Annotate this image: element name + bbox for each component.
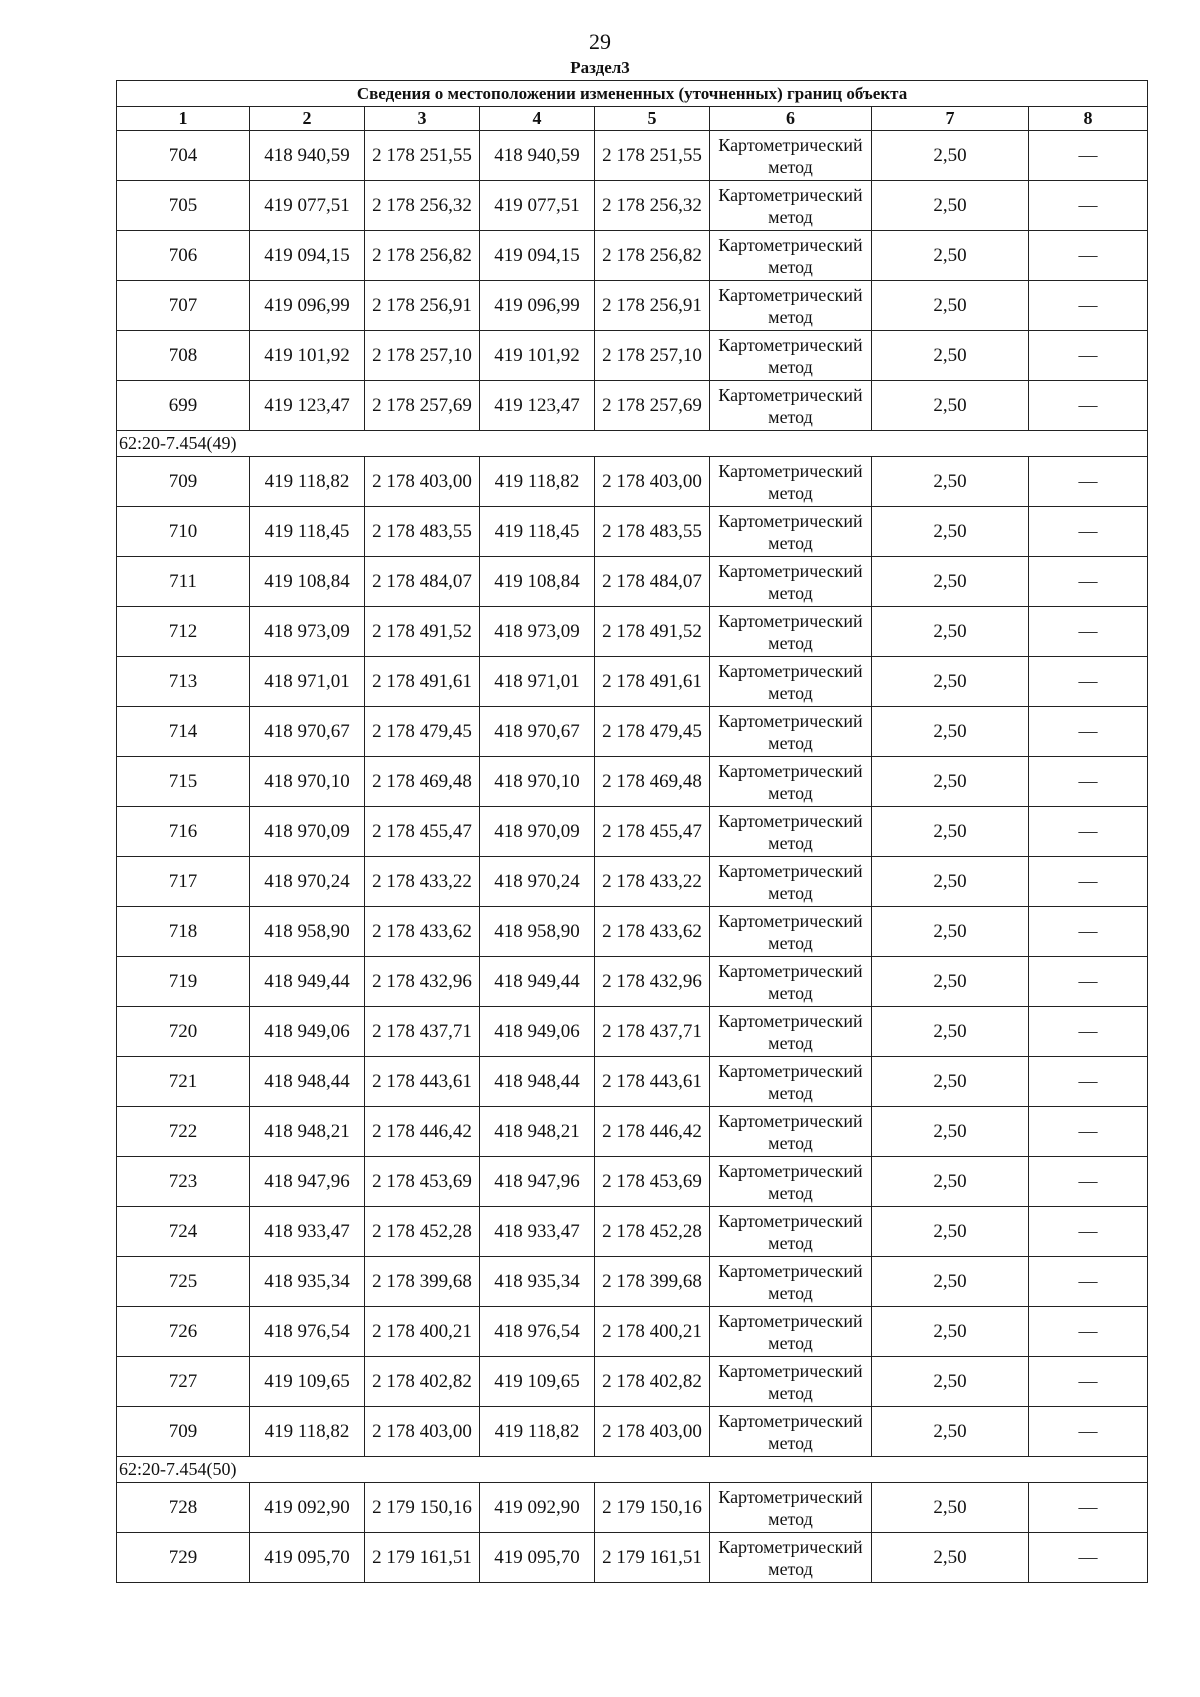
x-existing-cell: 419 095,70 bbox=[250, 1533, 365, 1583]
y-refined-cell: 2 178 491,61 bbox=[595, 657, 710, 707]
accuracy-cell: 2,50 bbox=[872, 1257, 1029, 1307]
point-number-cell: 709 bbox=[117, 457, 250, 507]
accuracy-cell: 2,50 bbox=[872, 757, 1029, 807]
accuracy-cell: 2,50 bbox=[872, 231, 1029, 281]
table-row bbox=[117, 757, 1148, 807]
table-caption: Сведения о местоположении измененных (уточненных) границ объекта bbox=[117, 81, 1148, 107]
y-existing-cell: 2 178 443,61 bbox=[365, 1057, 480, 1107]
y-refined-cell: 2 178 455,47 bbox=[595, 807, 710, 857]
description-cell: — bbox=[1029, 1057, 1148, 1107]
y-refined-cell: 2 178 469,48 bbox=[595, 757, 710, 807]
x-refined-cell: 419 101,92 bbox=[480, 331, 595, 381]
method-cell: Картометрический метод bbox=[710, 181, 872, 231]
x-refined-cell: 418 948,21 bbox=[480, 1107, 595, 1157]
method-cell: Картометрический метод bbox=[710, 1533, 872, 1583]
x-refined-cell: 418 935,34 bbox=[480, 1257, 595, 1307]
description-cell: — bbox=[1029, 181, 1148, 231]
y-existing-cell: 2 178 469,48 bbox=[365, 757, 480, 807]
y-existing-cell: 2 178 452,28 bbox=[365, 1207, 480, 1257]
x-existing-cell: 418 947,96 bbox=[250, 1157, 365, 1207]
table-row bbox=[117, 1057, 1148, 1107]
contour-label: 62:20-7.454(49) bbox=[117, 431, 1148, 457]
boundary-coordinates-table bbox=[116, 80, 1148, 1583]
y-refined-cell: 2 178 483,55 bbox=[595, 507, 710, 557]
table-row bbox=[117, 707, 1148, 757]
x-existing-cell: 418 948,44 bbox=[250, 1057, 365, 1107]
table-caption-row bbox=[117, 81, 1148, 107]
x-existing-cell: 419 118,82 bbox=[250, 1407, 365, 1457]
method-cell: Картометрический метод bbox=[710, 707, 872, 757]
y-refined-cell: 2 178 491,52 bbox=[595, 607, 710, 657]
x-refined-cell: 418 947,96 bbox=[480, 1157, 595, 1207]
description-cell: — bbox=[1029, 1107, 1148, 1157]
y-existing-cell: 2 178 399,68 bbox=[365, 1257, 480, 1307]
x-refined-cell: 419 109,65 bbox=[480, 1357, 595, 1407]
x-refined-cell: 418 970,09 bbox=[480, 807, 595, 857]
y-existing-cell: 2 179 161,51 bbox=[365, 1533, 480, 1583]
x-refined-cell: 419 118,45 bbox=[480, 507, 595, 557]
description-cell: — bbox=[1029, 957, 1148, 1007]
x-existing-cell: 419 092,90 bbox=[250, 1483, 365, 1533]
description-cell: — bbox=[1029, 807, 1148, 857]
y-existing-cell: 2 178 483,55 bbox=[365, 507, 480, 557]
point-number-cell: 715 bbox=[117, 757, 250, 807]
method-cell: Картометрический метод bbox=[710, 857, 872, 907]
y-refined-cell: 2 178 402,82 bbox=[595, 1357, 710, 1407]
table-row bbox=[117, 181, 1148, 231]
point-number-cell: 705 bbox=[117, 181, 250, 231]
accuracy-cell: 2,50 bbox=[872, 607, 1029, 657]
table-row bbox=[117, 1257, 1148, 1307]
x-existing-cell: 419 108,84 bbox=[250, 557, 365, 607]
description-cell: — bbox=[1029, 507, 1148, 557]
y-refined-cell: 2 178 257,10 bbox=[595, 331, 710, 381]
y-existing-cell: 2 178 491,52 bbox=[365, 607, 480, 657]
y-existing-cell: 2 178 403,00 bbox=[365, 1407, 480, 1457]
column-number: 1 bbox=[117, 107, 250, 131]
point-number-cell: 723 bbox=[117, 1157, 250, 1207]
x-refined-cell: 418 949,44 bbox=[480, 957, 595, 1007]
point-number-cell: 707 bbox=[117, 281, 250, 331]
accuracy-cell: 2,50 bbox=[872, 907, 1029, 957]
x-refined-cell: 419 094,15 bbox=[480, 231, 595, 281]
table-row bbox=[117, 281, 1148, 331]
method-cell: Картометрический метод bbox=[710, 231, 872, 281]
description-cell: — bbox=[1029, 907, 1148, 957]
method-cell: Картометрический метод bbox=[710, 807, 872, 857]
x-refined-cell: 418 970,24 bbox=[480, 857, 595, 907]
y-existing-cell: 2 178 491,61 bbox=[365, 657, 480, 707]
accuracy-cell: 2,50 bbox=[872, 857, 1029, 907]
y-refined-cell: 2 178 256,91 bbox=[595, 281, 710, 331]
method-cell: Картометрический метод bbox=[710, 281, 872, 331]
accuracy-cell: 2,50 bbox=[872, 457, 1029, 507]
point-number-cell: 721 bbox=[117, 1057, 250, 1107]
y-refined-cell: 2 178 484,07 bbox=[595, 557, 710, 607]
method-cell: Картометрический метод bbox=[710, 907, 872, 957]
y-refined-cell: 2 178 433,22 bbox=[595, 857, 710, 907]
x-refined-cell: 419 095,70 bbox=[480, 1533, 595, 1583]
accuracy-cell: 2,50 bbox=[872, 507, 1029, 557]
table-row bbox=[117, 331, 1148, 381]
point-number-cell: 716 bbox=[117, 807, 250, 857]
description-cell: — bbox=[1029, 131, 1148, 181]
x-refined-cell: 419 123,47 bbox=[480, 381, 595, 431]
method-cell: Картометрический метод bbox=[710, 1057, 872, 1107]
x-existing-cell: 419 123,47 bbox=[250, 381, 365, 431]
column-number: 7 bbox=[872, 107, 1029, 131]
description-cell: — bbox=[1029, 1357, 1148, 1407]
method-cell: Картометрический метод bbox=[710, 557, 872, 607]
accuracy-cell: 2,50 bbox=[872, 657, 1029, 707]
table-row bbox=[117, 131, 1148, 181]
x-existing-cell: 418 970,09 bbox=[250, 807, 365, 857]
accuracy-cell: 2,50 bbox=[872, 1057, 1029, 1107]
accuracy-cell: 2,50 bbox=[872, 1157, 1029, 1207]
accuracy-cell: 2,50 bbox=[872, 131, 1029, 181]
description-cell: — bbox=[1029, 231, 1148, 281]
accuracy-cell: 2,50 bbox=[872, 1007, 1029, 1057]
x-refined-cell: 418 958,90 bbox=[480, 907, 595, 957]
y-existing-cell: 2 178 446,42 bbox=[365, 1107, 480, 1157]
method-cell: Картометрический метод bbox=[710, 331, 872, 381]
description-cell: — bbox=[1029, 1157, 1148, 1207]
x-refined-cell: 419 096,99 bbox=[480, 281, 595, 331]
column-number: 6 bbox=[710, 107, 872, 131]
method-cell: Картометрический метод bbox=[710, 1107, 872, 1157]
x-refined-cell: 418 940,59 bbox=[480, 131, 595, 181]
y-existing-cell: 2 178 484,07 bbox=[365, 557, 480, 607]
method-cell: Картометрический метод bbox=[710, 1483, 872, 1533]
y-existing-cell: 2 178 403,00 bbox=[365, 457, 480, 507]
x-refined-cell: 418 976,54 bbox=[480, 1307, 595, 1357]
table-row bbox=[117, 557, 1148, 607]
y-refined-cell: 2 178 432,96 bbox=[595, 957, 710, 1007]
description-cell: — bbox=[1029, 757, 1148, 807]
table-row bbox=[117, 1107, 1148, 1157]
table-row bbox=[117, 1307, 1148, 1357]
table-row bbox=[117, 1483, 1148, 1533]
x-existing-cell: 418 935,34 bbox=[250, 1257, 365, 1307]
method-cell: Картометрический метод bbox=[710, 757, 872, 807]
x-existing-cell: 419 096,99 bbox=[250, 281, 365, 331]
description-cell: — bbox=[1029, 857, 1148, 907]
contour-group-row bbox=[117, 431, 1148, 457]
description-cell: — bbox=[1029, 1483, 1148, 1533]
table-row bbox=[117, 1207, 1148, 1257]
table-row bbox=[117, 381, 1148, 431]
y-existing-cell: 2 178 433,22 bbox=[365, 857, 480, 907]
x-existing-cell: 418 973,09 bbox=[250, 607, 365, 657]
column-number: 3 bbox=[365, 107, 480, 131]
accuracy-cell: 2,50 bbox=[872, 1307, 1029, 1357]
x-existing-cell: 418 948,21 bbox=[250, 1107, 365, 1157]
y-refined-cell: 2 178 256,82 bbox=[595, 231, 710, 281]
x-refined-cell: 418 973,09 bbox=[480, 607, 595, 657]
contour-label: 62:20-7.454(50) bbox=[117, 1457, 1148, 1483]
column-number: 5 bbox=[595, 107, 710, 131]
table-row bbox=[117, 807, 1148, 857]
accuracy-cell: 2,50 bbox=[872, 1533, 1029, 1583]
table-row bbox=[117, 1157, 1148, 1207]
x-refined-cell: 418 933,47 bbox=[480, 1207, 595, 1257]
description-cell: — bbox=[1029, 1207, 1148, 1257]
description-cell: — bbox=[1029, 457, 1148, 507]
description-cell: — bbox=[1029, 1007, 1148, 1057]
y-refined-cell: 2 179 150,16 bbox=[595, 1483, 710, 1533]
table-row bbox=[117, 457, 1148, 507]
table-row bbox=[117, 657, 1148, 707]
accuracy-cell: 2,50 bbox=[872, 1483, 1029, 1533]
y-refined-cell: 2 178 399,68 bbox=[595, 1257, 710, 1307]
section-title: Раздел3 bbox=[570, 58, 630, 77]
point-number-cell: 725 bbox=[117, 1257, 250, 1307]
description-cell: — bbox=[1029, 607, 1148, 657]
y-existing-cell: 2 178 479,45 bbox=[365, 707, 480, 757]
y-refined-cell: 2 178 479,45 bbox=[595, 707, 710, 757]
accuracy-cell: 2,50 bbox=[872, 1207, 1029, 1257]
table-row bbox=[117, 607, 1148, 657]
x-existing-cell: 418 970,10 bbox=[250, 757, 365, 807]
x-refined-cell: 418 971,01 bbox=[480, 657, 595, 707]
point-number-cell: 710 bbox=[117, 507, 250, 557]
description-cell: — bbox=[1029, 1257, 1148, 1307]
method-cell: Картометрический метод bbox=[710, 1257, 872, 1307]
y-refined-cell: 2 178 257,69 bbox=[595, 381, 710, 431]
description-cell: — bbox=[1029, 331, 1148, 381]
point-number-cell: 712 bbox=[117, 607, 250, 657]
description-cell: — bbox=[1029, 557, 1148, 607]
table-row bbox=[117, 907, 1148, 957]
method-cell: Картометрический метод bbox=[710, 1157, 872, 1207]
y-existing-cell: 2 178 257,69 bbox=[365, 381, 480, 431]
description-cell: — bbox=[1029, 381, 1148, 431]
x-existing-cell: 418 940,59 bbox=[250, 131, 365, 181]
x-existing-cell: 418 949,06 bbox=[250, 1007, 365, 1057]
x-existing-cell: 418 970,24 bbox=[250, 857, 365, 907]
x-refined-cell: 418 949,06 bbox=[480, 1007, 595, 1057]
point-number-cell: 713 bbox=[117, 657, 250, 707]
y-refined-cell: 2 178 403,00 bbox=[595, 1407, 710, 1457]
point-number-cell: 699 bbox=[117, 381, 250, 431]
x-existing-cell: 419 101,92 bbox=[250, 331, 365, 381]
y-existing-cell: 2 178 453,69 bbox=[365, 1157, 480, 1207]
column-number: 4 bbox=[480, 107, 595, 131]
accuracy-cell: 2,50 bbox=[872, 181, 1029, 231]
point-number-cell: 724 bbox=[117, 1207, 250, 1257]
x-existing-cell: 418 949,44 bbox=[250, 957, 365, 1007]
point-number-cell: 722 bbox=[117, 1107, 250, 1157]
x-existing-cell: 418 958,90 bbox=[250, 907, 365, 957]
point-number-cell: 729 bbox=[117, 1533, 250, 1583]
accuracy-cell: 2,50 bbox=[872, 557, 1029, 607]
y-existing-cell: 2 178 256,32 bbox=[365, 181, 480, 231]
y-existing-cell: 2 178 455,47 bbox=[365, 807, 480, 857]
x-existing-cell: 419 094,15 bbox=[250, 231, 365, 281]
method-cell: Картометрический метод bbox=[710, 1207, 872, 1257]
table-row bbox=[117, 1357, 1148, 1407]
column-number-row bbox=[117, 107, 1148, 131]
description-cell: — bbox=[1029, 707, 1148, 757]
accuracy-cell: 2,50 bbox=[872, 1407, 1029, 1457]
accuracy-cell: 2,50 bbox=[872, 807, 1029, 857]
point-number-cell: 720 bbox=[117, 1007, 250, 1057]
point-number-cell: 704 bbox=[117, 131, 250, 181]
table-row bbox=[117, 507, 1148, 557]
y-refined-cell: 2 178 453,69 bbox=[595, 1157, 710, 1207]
method-cell: Картометрический метод bbox=[710, 657, 872, 707]
point-number-cell: 706 bbox=[117, 231, 250, 281]
x-refined-cell: 419 092,90 bbox=[480, 1483, 595, 1533]
point-number-cell: 708 bbox=[117, 331, 250, 381]
y-existing-cell: 2 178 433,62 bbox=[365, 907, 480, 957]
method-cell: Картометрический метод bbox=[710, 457, 872, 507]
y-refined-cell: 2 178 443,61 bbox=[595, 1057, 710, 1107]
y-refined-cell: 2 178 256,32 bbox=[595, 181, 710, 231]
method-cell: Картометрический метод bbox=[710, 1407, 872, 1457]
y-refined-cell: 2 178 251,55 bbox=[595, 131, 710, 181]
method-cell: Картометрический метод bbox=[710, 607, 872, 657]
method-cell: Картометрический метод bbox=[710, 957, 872, 1007]
description-cell: — bbox=[1029, 1533, 1148, 1583]
x-refined-cell: 418 970,10 bbox=[480, 757, 595, 807]
table-row bbox=[117, 1407, 1148, 1457]
x-refined-cell: 419 118,82 bbox=[480, 1407, 595, 1457]
y-existing-cell: 2 178 251,55 bbox=[365, 131, 480, 181]
table-body bbox=[117, 81, 1148, 1583]
y-refined-cell: 2 178 400,21 bbox=[595, 1307, 710, 1357]
point-number-cell: 727 bbox=[117, 1357, 250, 1407]
x-refined-cell: 419 118,82 bbox=[480, 457, 595, 507]
point-number-cell: 714 bbox=[117, 707, 250, 757]
x-refined-cell: 418 970,67 bbox=[480, 707, 595, 757]
y-refined-cell: 2 178 452,28 bbox=[595, 1207, 710, 1257]
method-cell: Картометрический метод bbox=[710, 381, 872, 431]
accuracy-cell: 2,50 bbox=[872, 381, 1029, 431]
table-row bbox=[117, 1007, 1148, 1057]
x-refined-cell: 419 077,51 bbox=[480, 181, 595, 231]
y-existing-cell: 2 178 256,91 bbox=[365, 281, 480, 331]
y-existing-cell: 2 178 256,82 bbox=[365, 231, 480, 281]
table-row bbox=[117, 231, 1148, 281]
accuracy-cell: 2,50 bbox=[872, 707, 1029, 757]
point-number-cell: 717 bbox=[117, 857, 250, 907]
y-existing-cell: 2 178 437,71 bbox=[365, 1007, 480, 1057]
column-number: 2 bbox=[250, 107, 365, 131]
x-existing-cell: 419 077,51 bbox=[250, 181, 365, 231]
contour-group-row bbox=[117, 1457, 1148, 1483]
x-existing-cell: 419 118,45 bbox=[250, 507, 365, 557]
y-refined-cell: 2 178 446,42 bbox=[595, 1107, 710, 1157]
x-existing-cell: 418 933,47 bbox=[250, 1207, 365, 1257]
y-existing-cell: 2 178 257,10 bbox=[365, 331, 480, 381]
y-refined-cell: 2 178 433,62 bbox=[595, 907, 710, 957]
x-refined-cell: 419 108,84 bbox=[480, 557, 595, 607]
column-number: 8 bbox=[1029, 107, 1148, 131]
table-row bbox=[117, 957, 1148, 1007]
accuracy-cell: 2,50 bbox=[872, 1357, 1029, 1407]
method-cell: Картометрический метод bbox=[710, 1307, 872, 1357]
y-refined-cell: 2 179 161,51 bbox=[595, 1533, 710, 1583]
method-cell: Картометрический метод bbox=[710, 131, 872, 181]
point-number-cell: 709 bbox=[117, 1407, 250, 1457]
x-existing-cell: 419 109,65 bbox=[250, 1357, 365, 1407]
method-cell: Картометрический метод bbox=[710, 1007, 872, 1057]
x-existing-cell: 418 970,67 bbox=[250, 707, 365, 757]
point-number-cell: 718 bbox=[117, 907, 250, 957]
x-existing-cell: 418 971,01 bbox=[250, 657, 365, 707]
accuracy-cell: 2,50 bbox=[872, 281, 1029, 331]
point-number-cell: 726 bbox=[117, 1307, 250, 1357]
accuracy-cell: 2,50 bbox=[872, 1107, 1029, 1157]
method-cell: Картометрический метод bbox=[710, 507, 872, 557]
y-refined-cell: 2 178 437,71 bbox=[595, 1007, 710, 1057]
point-number-cell: 719 bbox=[117, 957, 250, 1007]
point-number-cell: 728 bbox=[117, 1483, 250, 1533]
accuracy-cell: 2,50 bbox=[872, 331, 1029, 381]
table-row bbox=[117, 857, 1148, 907]
point-number-cell: 711 bbox=[117, 557, 250, 607]
description-cell: — bbox=[1029, 1407, 1148, 1457]
x-existing-cell: 418 976,54 bbox=[250, 1307, 365, 1357]
x-refined-cell: 418 948,44 bbox=[480, 1057, 595, 1107]
table-row bbox=[117, 1533, 1148, 1583]
y-existing-cell: 2 178 400,21 bbox=[365, 1307, 480, 1357]
x-existing-cell: 419 118,82 bbox=[250, 457, 365, 507]
accuracy-cell: 2,50 bbox=[872, 957, 1029, 1007]
method-cell: Картометрический метод bbox=[710, 1357, 872, 1407]
page-number: 29 bbox=[589, 29, 611, 54]
y-refined-cell: 2 178 403,00 bbox=[595, 457, 710, 507]
description-cell: — bbox=[1029, 657, 1148, 707]
description-cell: — bbox=[1029, 1307, 1148, 1357]
y-existing-cell: 2 178 402,82 bbox=[365, 1357, 480, 1407]
y-existing-cell: 2 178 432,96 bbox=[365, 957, 480, 1007]
y-existing-cell: 2 179 150,16 bbox=[365, 1483, 480, 1533]
description-cell: — bbox=[1029, 281, 1148, 331]
